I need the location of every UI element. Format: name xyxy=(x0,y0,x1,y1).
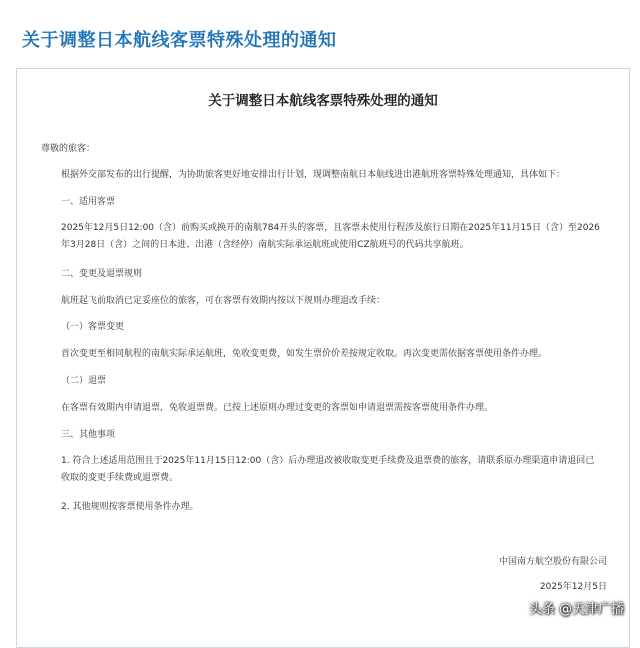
subsection-change-text: 首次变更至相同航程的南航实际承运航班，免收变更费，如发生票价价差按规定收取。再次变更需依据客票使用条件办理。 xyxy=(61,349,548,359)
salutation: 尊敬的旅客： xyxy=(41,144,96,154)
subsection-change-title: （一）客票变更 xyxy=(61,322,125,332)
subsection-refund-text: 在客票有效期内申请退票，免收退票费。已按上述原则办理过变更的客票如申请退票需按客票使用条件办理。 xyxy=(61,403,494,413)
intro-paragraph: 根据外交部发布的出行提醒，为协助旅客更好地安排出行计划，现调整南航日本航线进出港航班客票特殊处理通知，具体如下： xyxy=(61,170,566,180)
signature: 中国南方航空股份有限公司 xyxy=(498,557,607,567)
section-2-title: 二、变更及退票规则 xyxy=(61,269,143,279)
section-3-item-1: 1. 符合上述适用范围且于2025年11月15日12:00（含）后办理退改被收取变更手续费及退票费的旅客，请联系原办理渠道申请退回已收取的变更手续费或退票费。 xyxy=(61,456,595,483)
section-3-title: 三、其他事项 xyxy=(61,430,116,440)
notice-date: 2025年12月5日 xyxy=(539,582,607,592)
section-3-item-2: 2. 其他规则按客票使用条件办理。 xyxy=(61,502,199,512)
notice-heading: 关于调整日本航线客票特殊处理的通知 xyxy=(208,93,438,109)
section-2-text: 航班起飞前取消已定妥座位的旅客，可在客票有效期内按以下规则办理退改手续： xyxy=(61,296,386,306)
subsection-refund-title: （二）退票 xyxy=(61,376,107,386)
page-title: 关于调整日本航线客票特殊处理的通知 xyxy=(22,30,337,51)
notice-box xyxy=(16,68,630,648)
section-1-text: 2025年12月5日12:00（含）前购买或换开的南航784开头的客票，且客票未使用行程涉及旅行日期在2025年11月15日（含）至2026年3月28日（含）之间的日本进、出港（含经停）南航实际承运航班或使用CZ航班号的代码共享航班。 xyxy=(61,223,600,250)
section-1-title: 一、适用客票 xyxy=(61,197,116,207)
watermark: 头条 @天津广播 xyxy=(528,602,624,617)
